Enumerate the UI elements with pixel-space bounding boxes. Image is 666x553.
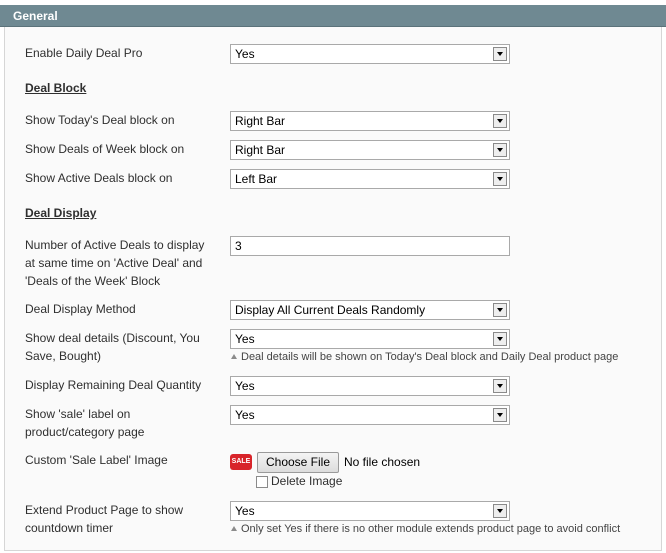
- file-status-text: No file chosen: [344, 455, 421, 469]
- enable-value: Yes: [235, 47, 255, 61]
- extend-page-value: Yes: [235, 504, 255, 518]
- chevron-down-icon[interactable]: [493, 172, 507, 186]
- num-active-label-line: at same time on 'Active Deal' and: [25, 256, 203, 270]
- show-details-label: [25, 329, 200, 365]
- week-block-label: Show Deals of Week block on: [25, 142, 185, 156]
- custom-image-label: Custom 'Sale Label' Image: [25, 453, 168, 467]
- week-block-value: Right Bar: [235, 143, 286, 157]
- note-triangle-icon: [231, 526, 237, 531]
- display-method-value: Display All Current Deals Randomly: [235, 303, 426, 317]
- today-block-value: Right Bar: [235, 114, 286, 128]
- delete-image-label[interactable]: Delete Image: [271, 474, 343, 488]
- delete-image-checkbox[interactable]: [256, 476, 268, 488]
- enable-label: Enable Daily Deal Pro: [25, 46, 143, 60]
- extend-page-note-text: Only set Yes if there is no other module extends product page to avoid conflict: [241, 523, 621, 535]
- choose-file-button[interactable]: Choose File: [257, 452, 339, 473]
- chevron-down-icon[interactable]: [493, 47, 507, 61]
- remaining-qty-label: Display Remaining Deal Quantity: [25, 378, 202, 392]
- show-details-note-text: Deal details will be shown on Today's Deal block and Daily Deal product page: [241, 351, 619, 363]
- extend-page-label: [25, 501, 183, 537]
- extend-page-note: [231, 523, 620, 535]
- sale-label-label: [25, 405, 144, 441]
- deal-block-heading: Deal Block: [25, 81, 87, 95]
- show-details-select[interactable]: [230, 329, 510, 349]
- chevron-down-icon[interactable]: [493, 379, 507, 393]
- extend-page-label-line: Extend Product Page to show: [25, 503, 184, 517]
- enable-select[interactable]: [230, 44, 510, 64]
- chevron-down-icon[interactable]: [493, 504, 507, 518]
- section-title: General: [13, 9, 58, 23]
- show-details-label-line: Save, Bought): [25, 349, 102, 363]
- extend-page-label-line: countdown timer: [25, 521, 114, 535]
- sale-badge-icon: SALE: [230, 454, 252, 470]
- chevron-down-icon[interactable]: [493, 143, 507, 157]
- deal-display-heading: Deal Display: [25, 206, 97, 220]
- sale-label-value: Yes: [235, 408, 255, 422]
- active-block-label: Show Active Deals block on: [25, 171, 173, 185]
- display-method-label: Deal Display Method: [25, 302, 136, 316]
- num-active-label: [25, 236, 204, 290]
- week-block-select[interactable]: [230, 140, 510, 160]
- num-active-input[interactable]: 3: [230, 236, 510, 256]
- display-method-select[interactable]: [230, 300, 510, 320]
- remaining-qty-select[interactable]: [230, 376, 510, 396]
- show-details-value: Yes: [235, 332, 255, 346]
- today-block-select[interactable]: [230, 111, 510, 131]
- chevron-down-icon[interactable]: [493, 332, 507, 346]
- sale-label-label-line: Show 'sale' label on: [25, 407, 131, 421]
- num-active-label-line: Number of Active Deals to display: [25, 238, 205, 252]
- chevron-down-icon[interactable]: [493, 303, 507, 317]
- extend-page-select[interactable]: [230, 501, 510, 521]
- sale-label-select[interactable]: [230, 405, 510, 425]
- section-header-general[interactable]: [0, 5, 666, 27]
- today-block-label: Show Today's Deal block on: [25, 113, 175, 127]
- chevron-down-icon[interactable]: [493, 114, 507, 128]
- show-details-note: [231, 351, 618, 363]
- active-block-value: Left Bar: [235, 172, 278, 186]
- remaining-qty-value: Yes: [235, 379, 255, 393]
- sale-label-label-line: product/category page: [25, 425, 145, 439]
- note-triangle-icon: [231, 354, 237, 359]
- chevron-down-icon[interactable]: [493, 408, 507, 422]
- num-active-label-line: 'Deals of the Week' Block: [25, 274, 161, 288]
- show-details-label-line: Show deal details (Discount, You: [25, 331, 200, 345]
- active-block-select[interactable]: [230, 169, 510, 189]
